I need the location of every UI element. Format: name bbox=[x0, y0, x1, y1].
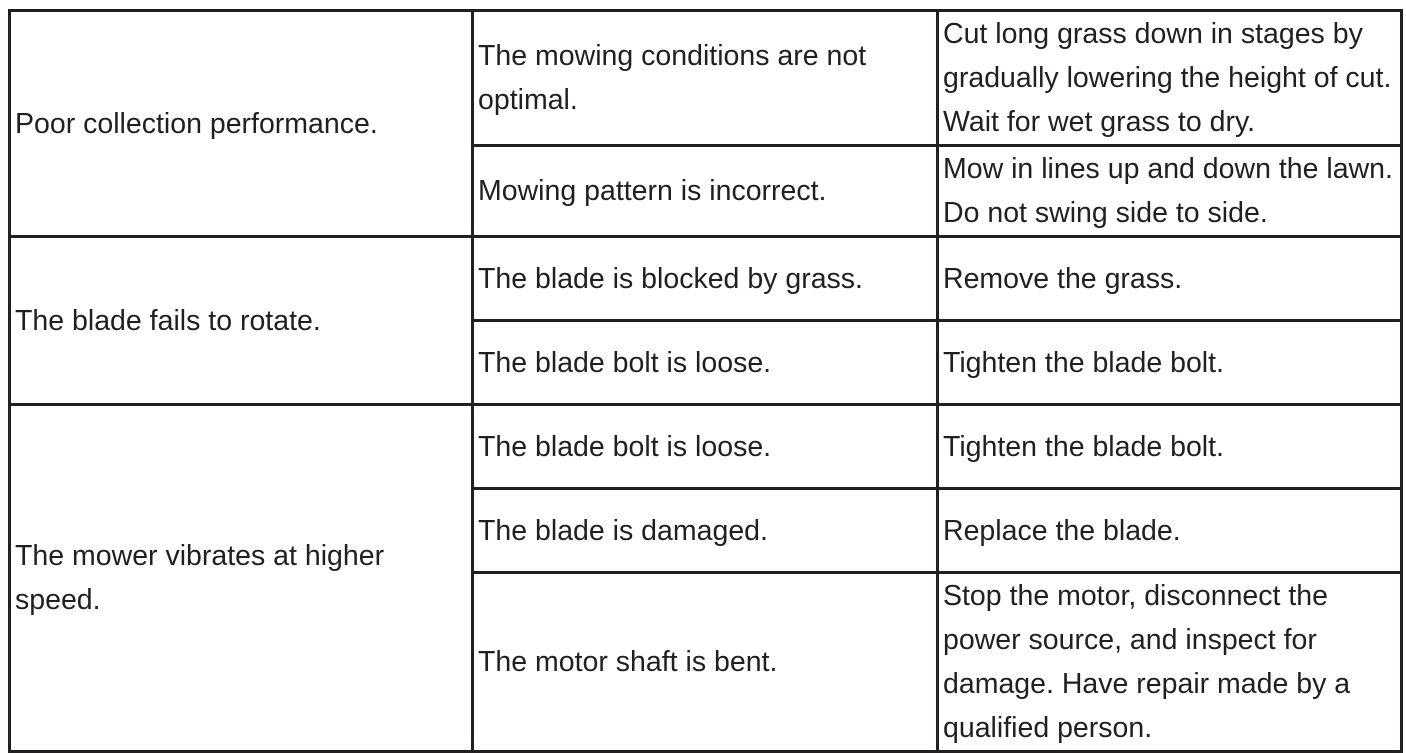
solution-cell: Cut long grass down in stages by gradually lowering the height of cut. Wait for wet grass to dry. bbox=[938, 11, 1402, 146]
cause-cell: The blade bolt is loose. bbox=[473, 405, 938, 489]
cause-cell: The mowing conditions are not optimal. bbox=[473, 11, 938, 146]
solution-cell: Tighten the blade bolt. bbox=[938, 405, 1402, 489]
problem-cell: Poor collection performance. bbox=[10, 11, 473, 237]
troubleshooting-table bbox=[8, 9, 1403, 753]
solution-cell: Replace the blade. bbox=[938, 489, 1402, 573]
problem-cell: The blade fails to rotate. bbox=[10, 237, 473, 405]
problem-cell: The mower vibrates at higher speed. bbox=[10, 405, 473, 752]
cause-cell: The blade is blocked by grass. bbox=[473, 237, 938, 321]
cause-cell: The blade bolt is loose. bbox=[473, 321, 938, 405]
cause-cell: Mowing pattern is incorrect. bbox=[473, 146, 938, 237]
solution-cell: Remove the grass. bbox=[938, 237, 1402, 321]
table-row bbox=[10, 405, 1402, 489]
table-row bbox=[10, 237, 1402, 321]
solution-cell: Mow in lines up and down the lawn. Do not swing side to side. bbox=[938, 146, 1402, 237]
solution-cell: Tighten the blade bolt. bbox=[938, 321, 1402, 405]
table-row bbox=[10, 11, 1402, 146]
cause-cell: The motor shaft is bent. bbox=[473, 573, 938, 752]
solution-cell: Stop the motor, disconnect the power source, and inspect for damage. Have repair made by a qualified person. bbox=[938, 573, 1402, 752]
cause-cell: The blade is damaged. bbox=[473, 489, 938, 573]
